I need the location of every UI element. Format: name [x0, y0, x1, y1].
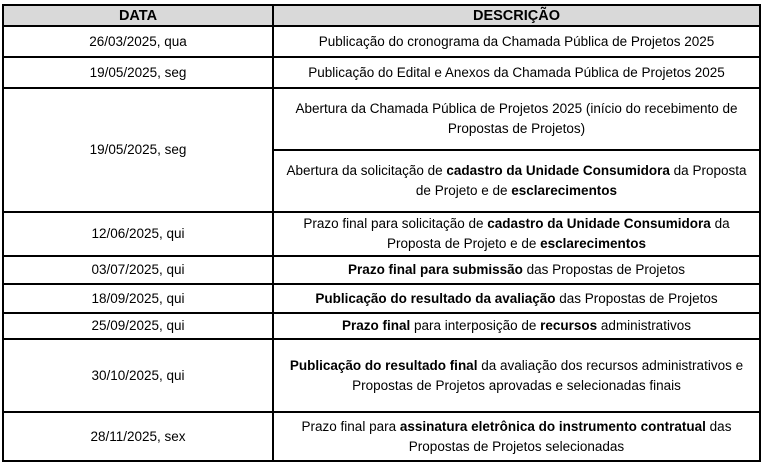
description-cell: Publicação do cronograma da Chamada Pública de Projetos 2025	[273, 26, 760, 57]
table-row	[3, 412, 760, 461]
table-row	[3, 88, 760, 150]
description-cell: Publicação do resultado da avaliação das Propostas de Projetos	[273, 284, 760, 313]
description-cell: Prazo final para submissão das Propostas de Projetos	[273, 256, 760, 284]
table-row	[3, 256, 760, 284]
description-cell: Publicação do Edital e Anexos da Chamada Pública de Projetos 2025	[273, 57, 760, 88]
table-row	[3, 212, 760, 256]
header-cell-descricao: DESCRIÇÃO	[273, 5, 760, 26]
table-row	[3, 339, 760, 412]
description-cell: Prazo final para interposição de recursos administrativos	[273, 313, 760, 339]
description-cell: Publicação do resultado final da avaliação dos recursos administrativos e Propostas de Projetos aprovadas e selecionadas finais	[273, 339, 760, 412]
description-cell: Prazo final para assinatura eletrônica do instrumento contratual das Propostas de Projetos selecionadas	[273, 412, 760, 461]
date-cell: 19/05/2025, seg	[3, 57, 273, 88]
description-cell: Prazo final para solicitação de cadastro da Unidade Consumidora da Proposta de Projeto e de esclarecimentos	[273, 212, 760, 256]
date-cell: 25/09/2025, qui	[3, 313, 273, 339]
date-cell: 19/05/2025, seg	[3, 88, 273, 212]
date-cell: 30/10/2025, qui	[3, 339, 273, 412]
table-row	[3, 57, 760, 88]
date-cell: 03/07/2025, qui	[3, 256, 273, 284]
table-row	[3, 313, 760, 339]
header-row	[3, 5, 760, 26]
date-cell: 26/03/2025, qua	[3, 26, 273, 57]
description-cell: Abertura da solicitação de cadastro da Unidade Consumidora da Proposta de Projeto e de esclarecimentos	[273, 150, 760, 212]
date-cell: 18/09/2025, qui	[3, 284, 273, 313]
table-row	[3, 284, 760, 313]
date-cell: 12/06/2025, qui	[3, 212, 273, 256]
header-cell-data: DATA	[3, 5, 273, 26]
date-cell: 28/11/2025, sex	[3, 412, 273, 461]
schedule-table	[2, 4, 761, 462]
description-cell: Abertura da Chamada Pública de Projetos 2025 (início do recebimento de Propostas de Projetos)	[273, 88, 760, 150]
table-row	[3, 26, 760, 57]
